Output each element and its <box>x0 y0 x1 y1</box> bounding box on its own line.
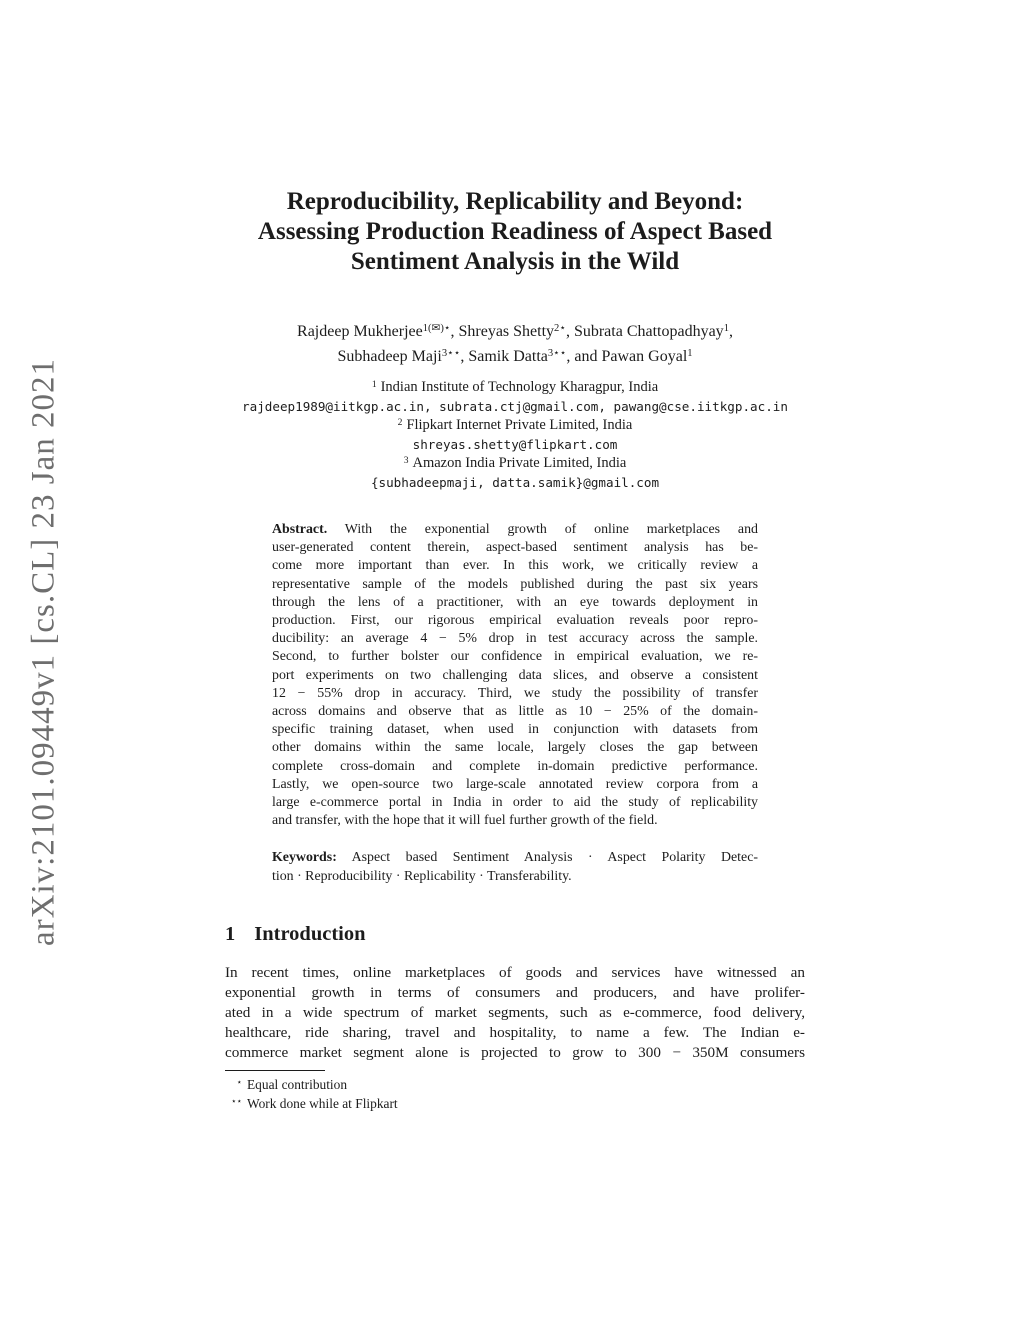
author-name: Subrata Chattopadhyay <box>573 323 724 340</box>
text-line: complete cross-domain and complete in-domain predictive performance. <box>272 758 758 774</box>
affiliation-number: 3 <box>403 454 409 466</box>
footnote-text: Equal contribution <box>247 1076 348 1092</box>
paper-title <box>225 187 805 277</box>
title-line: Assessing Production Readiness of Aspect Based <box>257 218 773 245</box>
text-line: come more important than ever. In this work, we critically review a <box>272 558 758 574</box>
footnote-text: Work done while at Flipkart <box>247 1096 398 1112</box>
keywords <box>272 849 758 885</box>
text-line: exponential growth in terms of consumers and producers, and have prolifer- <box>225 983 805 1001</box>
affiliation-institute <box>225 454 805 473</box>
text-line: Lastly, we open-source two large-scale annotated review corpora from a <box>272 776 758 792</box>
title-line: Reproducibility, Replicability and Beyond: <box>286 188 744 215</box>
affiliation-name: Amazon India Private Limited, India <box>412 455 627 471</box>
introduction-body <box>225 963 805 1043</box>
author-name: Subhadeep Maji <box>337 348 442 365</box>
section-number: 1 <box>225 922 236 945</box>
text-line: production. First, our rigorous empirical evaluation reveals poor repro- <box>272 613 758 629</box>
affiliation-institute <box>225 378 805 397</box>
author-affiliation-marker: 1 <box>687 348 693 360</box>
author-affiliation-marker: 1(✉)⋆ <box>422 323 451 335</box>
section-1-heading <box>225 922 805 946</box>
arxiv-watermark: arXiv:2101.09449v1 [cs.CL] 23 Jan 2021 <box>25 358 62 946</box>
footnote-star: ⋆ <box>236 1076 242 1087</box>
content-column <box>225 0 805 1114</box>
text-line: ducibility: an average 4 − 5% drop in test accuracy across the sample. <box>272 631 758 647</box>
keywords-second-line: tion · Reproducibility · Replicability · Transferability. <box>272 868 572 884</box>
text-line: ated in a wide spectrum of market segments, such as e-commerce, food delivery, <box>225 1003 805 1021</box>
authors-line-1 <box>225 319 805 344</box>
footnotes <box>225 1070 805 1114</box>
footnote-rule <box>225 1070 325 1071</box>
text-line: other domains within the same locale, largely closes the gap between <box>272 740 758 756</box>
affiliation-number: 2 <box>397 416 403 428</box>
footnote-equal-contribution <box>225 1075 805 1095</box>
text-line: 12 − 55% drop in accuracy. Third, we study the possibility of transfer <box>272 685 758 701</box>
affiliation-name: Flipkart Internet Private Limited, India <box>406 417 633 433</box>
text-line: specific training dataset, when used in conjunction with datasets from <box>272 722 758 738</box>
author-separator: , <box>565 323 574 340</box>
text-line: port experiments on two challenging data slices, and observe a consistent <box>272 667 758 683</box>
author-name: Samik Datta <box>468 348 548 365</box>
keywords-text: Aspect based Sentiment Analysis · Aspect Polarity Detec- <box>336 850 758 866</box>
affiliation-institute <box>225 416 805 435</box>
title-line: Sentiment Analysis in the Wild <box>350 248 680 275</box>
abstract-first-line <box>272 521 758 539</box>
introduction-paragraph <box>225 963 805 1063</box>
authors-line-2 <box>225 344 805 369</box>
introduction-last-line: commerce market segment alone is projected to grow to 300 − 350M consumers <box>225 1043 805 1061</box>
text-line: through the lens of a practitioner, with an eye towards deployment in <box>272 594 758 610</box>
text-line: large e-commerce portal in India in order to aid the study of replicability <box>272 795 758 811</box>
text-line: representative sample of the models published during the past six years <box>272 576 758 592</box>
affiliations-block <box>225 378 805 492</box>
author-affiliation-marker: 1 <box>723 323 729 335</box>
affiliation-emails: shreyas.shetty@flipkart.com <box>412 437 618 452</box>
author-separator: , <box>728 323 733 340</box>
abstract <box>272 521 758 830</box>
abstract-label: Abstract. <box>272 522 328 537</box>
text-line: In recent times, online marketplaces of goods and services have witnessed an <box>225 963 805 981</box>
abstract-text: With the exponential growth of online marketplaces and <box>327 522 758 537</box>
author-name: Shreyas Shetty <box>458 323 555 340</box>
abstract-body <box>272 539 758 812</box>
text-line: healthcare, ride sharing, travel and hospitality, to name a few. The Indian e- <box>225 1023 805 1041</box>
author-affiliation-marker: 2⋆ <box>554 323 566 335</box>
keywords-first-line <box>272 849 758 867</box>
author-separator: , and <box>566 348 602 365</box>
affiliation-emails: {subhadeepmaji, datta.samik}@gmail.com <box>370 475 660 490</box>
author-affiliation-marker: 3⋆⋆ <box>441 348 461 360</box>
author-name: Pawan Goyal <box>601 348 688 365</box>
author-separator: , <box>450 323 459 340</box>
abstract-last-line: and transfer, with the hope that it will fuel further growth of the field. <box>272 813 658 829</box>
authors-block <box>225 319 805 369</box>
affiliation-emails: rajdeep1989@iitkgp.ac.in, subrata.ctj@gmail.com, pawang@cse.iitkgp.ac.in <box>242 399 788 414</box>
footnote-star: ⋆⋆ <box>230 1096 242 1107</box>
text-line: user-generated content therein, aspect-based sentiment analysis has be- <box>272 540 758 556</box>
footnote-work-done <box>225 1094 805 1114</box>
text-line: across domains and observe that as little as 10 − 25% of the domain- <box>272 704 758 720</box>
affiliation-number: 1 <box>371 378 377 390</box>
text-line: Second, to further bolster our confidence in empirical evaluation, we re- <box>272 649 758 665</box>
author-affiliation-marker: 3⋆⋆ <box>547 348 567 360</box>
author-separator: , <box>460 348 469 365</box>
affiliation-name: Indian Institute of Technology Kharagpur, India <box>380 379 659 395</box>
keywords-label: Keywords: <box>272 850 337 866</box>
author-name: Rajdeep Mukherjee <box>297 323 423 340</box>
footnote-marker <box>225 1075 242 1095</box>
section-title: Introduction <box>254 922 366 945</box>
footnote-marker <box>225 1094 242 1114</box>
